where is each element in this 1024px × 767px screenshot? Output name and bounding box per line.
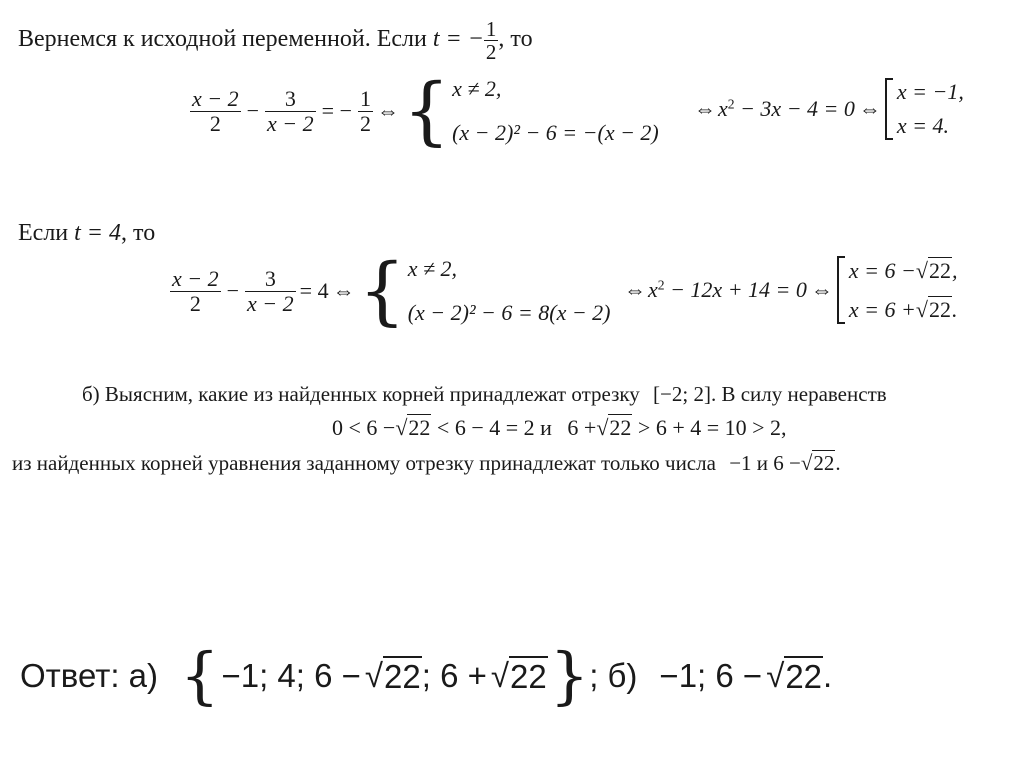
root-2: x = 4. bbox=[896, 113, 950, 138]
equation-1 bbox=[190, 68, 659, 154]
root-2-radicand: 22 bbox=[928, 297, 951, 322]
root-1: x = −1, bbox=[896, 79, 964, 104]
system-line-1: x ≠ 2, bbox=[452, 76, 502, 101]
brace-icon: { bbox=[358, 248, 406, 334]
fraction-one-half bbox=[358, 87, 373, 134]
intro-line-2 bbox=[18, 220, 155, 247]
intro-suffix: , то bbox=[121, 220, 156, 246]
answer-part-b-values: −1; 6 − bbox=[659, 657, 763, 694]
system-of-equations-1 bbox=[403, 68, 659, 154]
equivalence-symbol: ⇔ bbox=[858, 96, 881, 121]
equivalence-symbol: ⇔ bbox=[624, 277, 646, 302]
conclusion-end: . bbox=[835, 451, 841, 475]
fraction-x-minus-2-over-2 bbox=[190, 87, 241, 134]
numerator: 1 bbox=[360, 86, 371, 112]
close-brace-icon: } bbox=[549, 639, 590, 712]
numerator: x − 2 bbox=[172, 266, 219, 292]
open-brace-icon: { bbox=[180, 639, 220, 712]
denominator: 2 bbox=[209, 110, 221, 136]
intro-suffix: , то bbox=[498, 26, 533, 53]
minus-sign: − bbox=[246, 98, 260, 123]
denominator: 2 bbox=[360, 110, 371, 136]
part-b-text: б) Выясним, какие из найденных корней принадлежат отрезку bbox=[82, 382, 640, 406]
answer-set-part-2: ; 6 + bbox=[421, 657, 487, 694]
quadratic-x: x bbox=[648, 277, 658, 302]
equivalence-symbol: ⇔ bbox=[332, 278, 355, 303]
quadratic-x: x bbox=[718, 96, 728, 121]
equation-2 bbox=[170, 248, 611, 334]
root-1-prefix: x = 6 − bbox=[848, 258, 916, 283]
answer-part-b-label: ; б) bbox=[589, 657, 638, 694]
system-line-2: (x − 2)² − 6 = −(x − 2) bbox=[452, 120, 659, 145]
inequality-part-d: > 6 + 4 = 10 > 2, bbox=[637, 415, 787, 440]
radicand: 22 bbox=[813, 451, 835, 475]
denominator: x − 2 bbox=[267, 110, 314, 136]
answer-set-part-1: −1; 4; 6 − bbox=[221, 657, 361, 694]
equals-minus: = − bbox=[321, 98, 352, 123]
fraction-x-minus-2-over-2 bbox=[170, 267, 221, 314]
t-value: t = − bbox=[432, 26, 484, 53]
numerator: 3 bbox=[245, 267, 296, 291]
fraction-3-over-x-minus-2 bbox=[265, 87, 316, 134]
radicand: 22 bbox=[384, 658, 421, 695]
t-value: t = 4 bbox=[74, 220, 122, 246]
interval: [−2; 2] bbox=[653, 382, 711, 406]
equivalence-symbol: ⇔ bbox=[810, 277, 833, 302]
root-1-radicand: 22 bbox=[928, 258, 951, 283]
quadratic-rest: − 3x − 4 = 0 bbox=[734, 96, 855, 121]
intro-text: Если bbox=[18, 220, 69, 246]
equivalence-symbol: ⇔ bbox=[694, 96, 716, 121]
numerator: 3 bbox=[265, 87, 316, 111]
answer-end: . bbox=[823, 657, 833, 694]
equation-1-right: ⇔ $x^2 - 3x - 4 = 0$ ⇔ x = −1, x = 4. bbox=[694, 79, 964, 138]
minus-sign: − bbox=[226, 278, 240, 303]
intro-line-1 bbox=[18, 18, 533, 63]
numerator: x − 2 bbox=[192, 86, 239, 112]
fraction-3-over-x-minus-2 bbox=[245, 267, 296, 314]
root-1-suffix: , bbox=[951, 258, 958, 283]
conclusion-numbers: −1 и 6 − bbox=[729, 451, 801, 475]
fraction-denominator: 2 bbox=[485, 40, 497, 65]
conclusion-line: из найденных корней уравнения заданному отрезку принадлежат только числа −1 и 6 −√22. bbox=[12, 451, 841, 475]
inequality-part-c: 6 + bbox=[567, 415, 597, 440]
equivalence-symbol: ⇔ bbox=[377, 98, 399, 123]
answer-line: Ответ: а) { −1; 4; 6 − √ 22 ; 6 + √ 22 } ; б) −1; 6 − √ 22 . bbox=[20, 639, 833, 712]
radicand: 22 bbox=[785, 658, 823, 695]
denominator: 2 bbox=[189, 290, 201, 316]
root-2-prefix: x = 6 + bbox=[848, 297, 916, 322]
intro-text: Вернемся к исходной переменной. Если bbox=[18, 26, 427, 53]
radicand: 22 bbox=[609, 415, 632, 440]
answer-label: Ответ: а) bbox=[20, 657, 158, 694]
conclusion-text: из найденных корней уравнения заданному отрезку принадлежат только числа bbox=[12, 451, 716, 475]
fraction-one-half bbox=[484, 18, 499, 63]
bracket-icon bbox=[885, 78, 893, 140]
equals-4: = 4 bbox=[299, 278, 329, 303]
radicand: 22 bbox=[408, 415, 431, 440]
brace-icon: { bbox=[403, 68, 451, 154]
system-line-1: x ≠ 2, bbox=[407, 256, 458, 281]
root-2-suffix: . bbox=[951, 297, 958, 322]
part-b-line-1 bbox=[82, 382, 887, 407]
fraction-numerator: 1 bbox=[485, 17, 497, 41]
inequalities-line: 0 < 6 −√22 < 6 − 4 = 2 и 6 +√22 > 6 + 4 = 10 > 2, bbox=[332, 415, 787, 440]
root-2: x = 6 +√22. bbox=[848, 297, 958, 322]
part-b-text-2: . В силу неравенств bbox=[710, 382, 887, 406]
system-line-2: (x − 2)² − 6 = 8(x − 2) bbox=[407, 300, 611, 325]
inequality-part-a: 0 < 6 − bbox=[332, 415, 396, 440]
root-1: x = 6 −√22, bbox=[848, 258, 958, 283]
inequality-part-b: < 6 − 4 = 2 и bbox=[436, 415, 552, 440]
system-of-equations-2 bbox=[358, 248, 611, 334]
radicand: 22 bbox=[510, 658, 547, 695]
quadratic-rest: − 12x + 14 = 0 bbox=[664, 277, 807, 302]
equation-2-right: ⇔ $x^2 - 12x + 14 = 0$ ⇔ x = 6 −√22, x = 6 +√22. bbox=[624, 258, 958, 322]
bracket-icon bbox=[837, 256, 845, 324]
denominator: x − 2 bbox=[247, 290, 294, 316]
